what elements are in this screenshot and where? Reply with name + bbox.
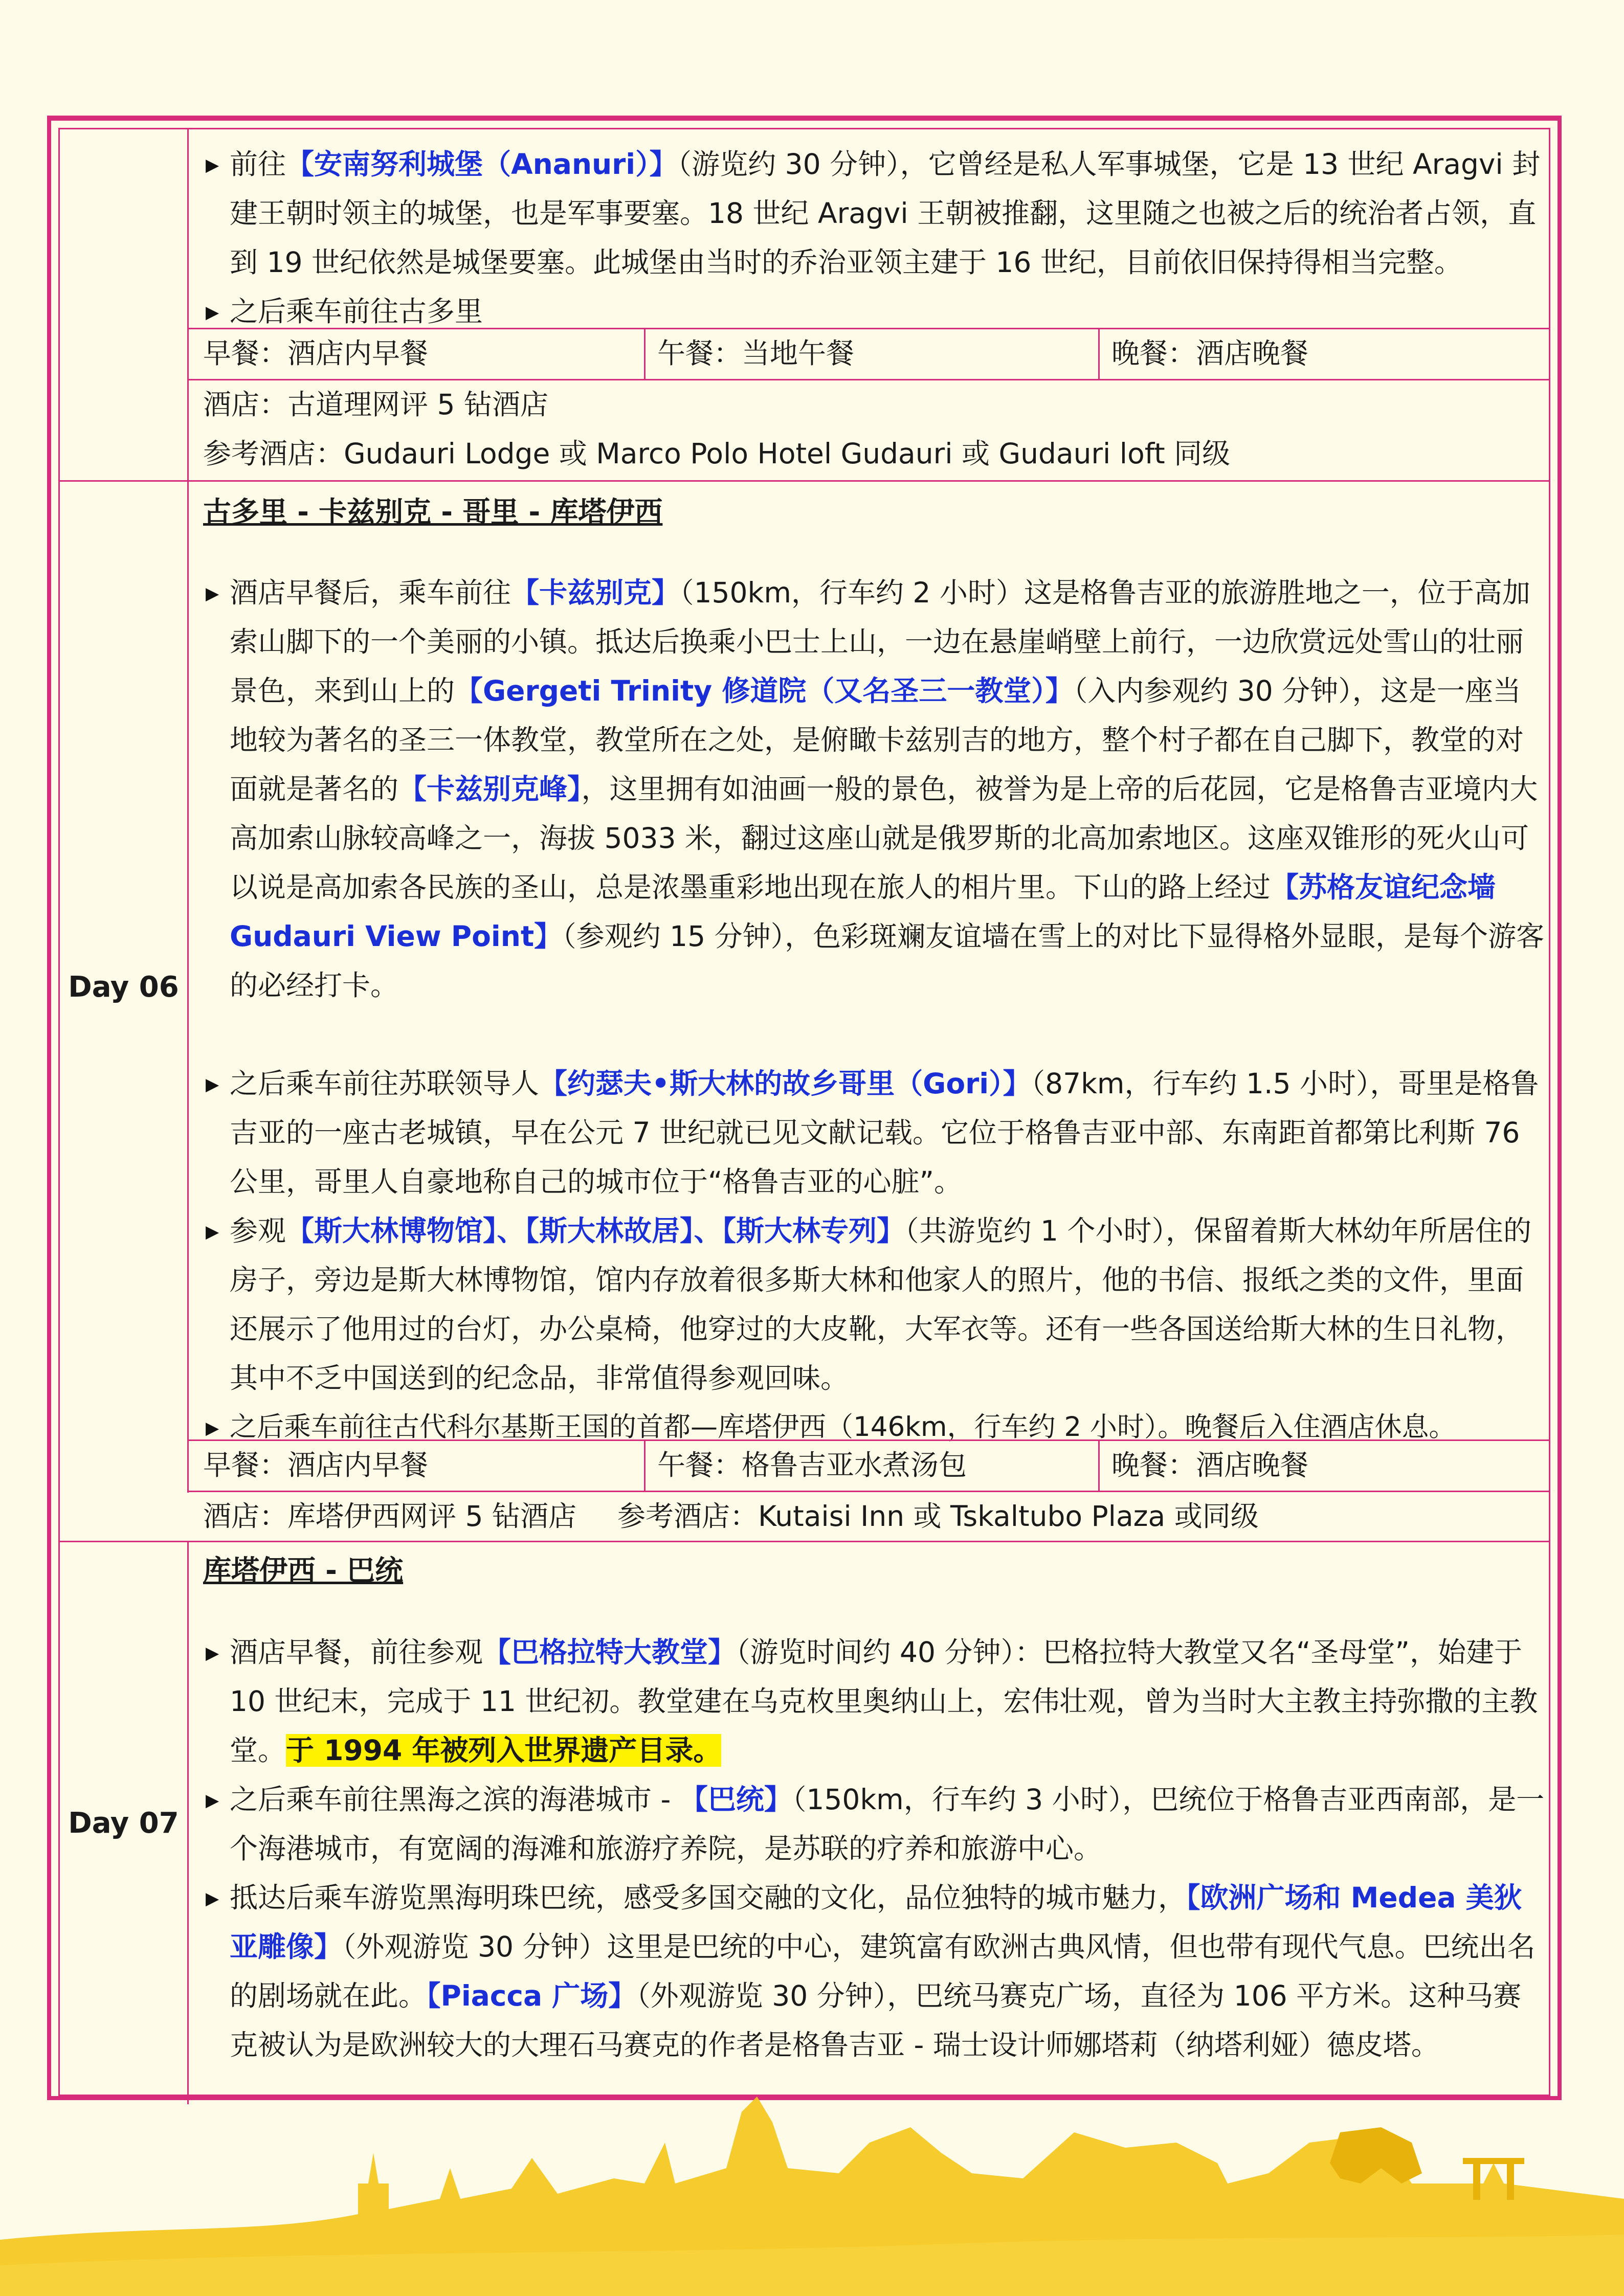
itinerary-table bbox=[58, 128, 1550, 2096]
attraction-link: 【卡兹别克】 bbox=[511, 576, 680, 609]
text: （87km，行车约 1.5 小时），哥里是格鲁吉亚的一座古老城镇，早在公元 7 世纪就已见文献记载。它位于格鲁吉亚中部、东南距首都第比利斯 76 公里，哥里人自豪地称自己的城市位于“格鲁吉亚的心脏”。 bbox=[230, 1067, 1539, 1198]
lunch-cell: 午餐：格鲁吉亚水煮汤包 bbox=[657, 1449, 967, 1481]
day07-bullet-2 bbox=[189, 1775, 1546, 1873]
text: （共游览约 1 个小时），保留着斯大林幼年所居住的房子，旁边是斯大林博物馆，馆内存放着很多斯大林和他家人的照片，他的书信、报纸之类的文件，里面还展示了他用过的台灯，办公桌椅，他穿过的大皮靴，大军衣等。还有一些各国送给斯大林的生日礼物，其中不乏中国送到的纪念品，非常值得参观回味。 bbox=[230, 1214, 1531, 1394]
text: （游览约 30 分钟），它曾经是私人军事城堡，它是 13 世纪 Aragvi 封建王朝时领主的城堡，也是军事要塞。18 世纪 Aragvi 王朝被推翻，这里随之也被之后的统治者占领，直到 19 世纪依然是城堡要塞。此城堡由当时的乔治亚领主建于 16 世纪，目前依旧保持得相当完整。 bbox=[230, 148, 1541, 279]
divider bbox=[644, 329, 646, 379]
attraction-link: 【卡兹别克峰】 bbox=[398, 773, 582, 805]
day06-label: Day 06 bbox=[60, 481, 189, 1493]
text: 抵达后乘车游览黑海明珠巴统，感受多国交融的文化，品位独特的城市魅力， bbox=[230, 1881, 1187, 1914]
attraction-link: 【安南努利城堡（Ananuri）】 bbox=[286, 148, 678, 181]
attraction-link: 【苏格友谊纪念墙 Gudauri View Point】 bbox=[230, 871, 1496, 953]
day06-bullet-1 bbox=[189, 568, 1546, 1010]
text: 酒店早餐，前往参观 bbox=[230, 1636, 483, 1669]
text: ，这里拥有如油画一般的景色，被誉为是上帝的后花园，它是格鲁吉亚境内大高加索山脉较高峰之一，海拔 5033 米，翻过这座山就是俄罗斯的北高加索地区。这座双锥形的死火山可以说是高加索各民族的圣山，总是浓墨重彩地出现在旅人的相片里。下山的路上经过 bbox=[230, 773, 1538, 904]
attraction-link: 【欧洲广场和 Medea 美狄亚雕像】 bbox=[230, 1881, 1522, 1963]
day06-content bbox=[189, 481, 1549, 1493]
day06-row bbox=[60, 481, 1549, 1493]
divider bbox=[1098, 1440, 1100, 1491]
dinner-cell: 晚餐：酒店晚餐 bbox=[1111, 337, 1309, 370]
itinerary-table-frame bbox=[47, 116, 1562, 2100]
attraction-link: 【Gergeti Trinity 修道院（又名圣三一教堂）】 bbox=[455, 674, 1074, 707]
day06-bullet-2 bbox=[189, 1059, 1546, 1206]
day06-route-title: 古多里 - 卡兹别克 - 哥里 - 库塔伊西 bbox=[203, 496, 663, 528]
day07-label: Day 07 bbox=[60, 1542, 189, 2104]
lunch-cell: 午餐：当地午餐 bbox=[657, 337, 855, 370]
day07-bullet-3 bbox=[189, 1873, 1546, 2069]
attraction-link: 【巴格拉特大教堂】 bbox=[483, 1636, 737, 1669]
hotel-info bbox=[203, 1492, 1539, 1541]
attraction-link: 【斯大林博物馆】、【斯大林故居】、【斯大林专列】 bbox=[286, 1214, 905, 1247]
text: （外观游览 30 分钟），巴统马赛克广场，直径为 106 平方米。这种马赛克被认为是欧洲较大的大理石马赛克的作者是格鲁吉亚 - 瑞士设计师娜塔莉（纳塔利娅）德皮塔。 bbox=[230, 1979, 1522, 2061]
text: （参观约 15 分钟），色彩斑斓友谊墙在雪上的对比下显得格外显眼，是每个游客的必经打卡。 bbox=[230, 920, 1545, 1002]
text: 之后乘车前往苏联领导人 bbox=[230, 1067, 540, 1100]
breakfast-cell: 早餐：酒店内早餐 bbox=[203, 1449, 429, 1481]
attraction-link: 【约瑟夫•斯大林的故乡哥里（Gori）】 bbox=[539, 1067, 1031, 1100]
hotel-info: 酒店：古道理网评 5 钻酒店 bbox=[203, 388, 548, 421]
divider bbox=[1098, 329, 1100, 379]
day05-row bbox=[60, 129, 1549, 480]
text: 之后乘车前往古代科尔基斯王国的首都—库塔伊西（146km，行车约 2 小时）。晚餐后入住酒店休息。 bbox=[230, 1411, 1456, 1443]
dinner-cell: 晚餐：酒店晚餐 bbox=[1111, 1449, 1309, 1481]
day06-bullet-3 bbox=[189, 1206, 1546, 1403]
text: 前往 bbox=[230, 148, 286, 181]
text: 参观 bbox=[230, 1214, 286, 1247]
attraction-link: 【巴统】 bbox=[679, 1783, 792, 1816]
highlighted-note: 于 1994 年被列入世界遗产目录。 bbox=[286, 1734, 722, 1767]
divider bbox=[644, 1440, 646, 1491]
day07-bullet-1 bbox=[189, 1628, 1546, 1775]
text: 之后乘车前往古多里 bbox=[230, 295, 483, 328]
ref-hotel-info: 参考酒店：Gudauri Lodge 或 Marco Polo Hotel Gudauri 或 Gudauri loft 同级 bbox=[203, 437, 1231, 470]
text: （150km，行车约 3 小时），巴统位于格鲁吉亚西南部，是一个海港城市，有宽阔的海滩和旅游疗养院，是苏联的疗养和旅游中心。 bbox=[230, 1783, 1545, 1865]
text: 酒店早餐后，乘车前往 bbox=[230, 576, 511, 609]
landmark-silhouette-footer bbox=[0, 2081, 1624, 2296]
day07-row bbox=[60, 1542, 1549, 2104]
text: （150km，行车约 2 小时）这是格鲁吉亚的旅游胜地之一，位于高加索山脚下的一个美丽的小镇。抵达后换乘小巴士上山，一边在悬崖峭壁上前行，一边欣赏远处雪山的壮丽景色，来到山上的 bbox=[230, 576, 1530, 707]
day07-content bbox=[189, 1542, 1549, 2104]
text: （游览时间约 40 分钟）：巴格拉特大教堂又名“圣母堂”，始建于 10 世纪末，完成于 11 世纪初。教堂建在乌克枚里奥纳山上，宏伟壮观，曾为当时大主教主持弥撒的主教堂。 bbox=[230, 1636, 1538, 1767]
text: （外观游览 30 分钟）这里是巴统的中心，建筑富有欧洲古典风情，但也带有现代气息。巴统出名的剧场就在此。 bbox=[230, 1930, 1536, 2012]
day07-route-title: 库塔伊西 - 巴统 bbox=[203, 1554, 404, 1587]
day05-label-cell bbox=[60, 129, 189, 480]
text: 参考酒店：Kutaisi Inn 或 Tskaltubo Plaza 或同级 bbox=[617, 1500, 1259, 1533]
attraction-link: 【Piacca 广场】 bbox=[427, 1979, 637, 2012]
text: 酒店：库塔伊西网评 5 钻酒店 bbox=[203, 1500, 576, 1533]
day05-bullet-1 bbox=[189, 140, 1546, 287]
text: 之后乘车前往黑海之滨的海港城市 - bbox=[230, 1783, 680, 1816]
text: （入内参观约 30 分钟），这是一座当地较为著名的圣三一体教堂，教堂所在之处，是俯瞰卡兹别吉的地方，整个村子都在自己脚下，教堂的对面就是著名的 bbox=[230, 674, 1524, 805]
breakfast-cell: 早餐：酒店内早餐 bbox=[203, 337, 429, 370]
